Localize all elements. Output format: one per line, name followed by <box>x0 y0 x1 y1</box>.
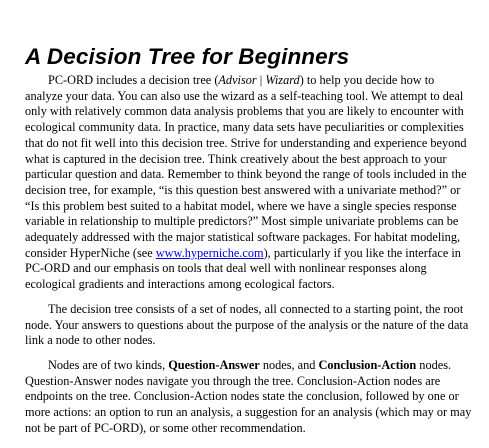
advisor-term: Advisor <box>218 73 257 87</box>
node-kinds-text-2: nodes, and <box>259 357 319 372</box>
node-kinds-text-3: nodes. Question-Answer nodes navigate you through the tree. Conclusion-Action nodes are endpoints on the tree. Conclusion-Action nodes state the conclusion, followed by one or more actions: an option to run an analysis, a suggestion for an analysis (which may or may not be part of PC-ORD), or some other recommendation. <box>25 357 472 435</box>
conclusion-action-term: Conclusion-Action <box>318 357 417 372</box>
intro-text-2: ) to help you decide how to analyze your data. You can also use the wizard as a self-teaching tool. We attempt to deal only with relatively common data analysis problems that you are likely to encounter with ecological community data. In practice, many data sets have peculiarities or complexities that do not fit well into this decision tree. Strive for understanding and experience beyond what is captured in the decision tree. Think creatively about the best approach to your particular question and data. Remember to think beyond the range of tools included in the decision tree, for example, “is this question best answered with a univariate method?” or “Is this problem best suited to a habitat model, where we have a single species response variable in relationship to multiple predictors?” Most simple univariate problems can be adequately addressed with the major statistical software packages. For habitat modeling, consider HyperNiche (see <box>25 73 467 260</box>
intro-text-3: ), particularly if you like the interface in PC-ORD and our emphasis on tools that deal well with nonlinear responses along ecological gradients and interactions among ecological factors. <box>25 245 461 292</box>
intro-paragraph <box>25 73 473 293</box>
node-kinds-text-1: Nodes are of two kinds, <box>48 357 169 372</box>
hyperniche-link[interactable]: www.hyperniche.com <box>155 245 264 260</box>
question-answer-term: Question-Answer <box>168 357 260 372</box>
page-title: A Decision Tree for Beginners <box>25 44 350 69</box>
term-separator: | <box>256 73 266 87</box>
node-kinds-paragraph <box>25 358 473 437</box>
intro-text-1: PC-ORD includes a decision tree ( <box>48 73 219 87</box>
nodes-paragraph: The decision tree consists of a set of nodes, all connected to a starting point, the root node. Your answers to questions about the purpose of the analysis or the nature of the data link a node to other nodes. <box>25 301 469 348</box>
wizard-term: Wizard <box>265 73 300 87</box>
